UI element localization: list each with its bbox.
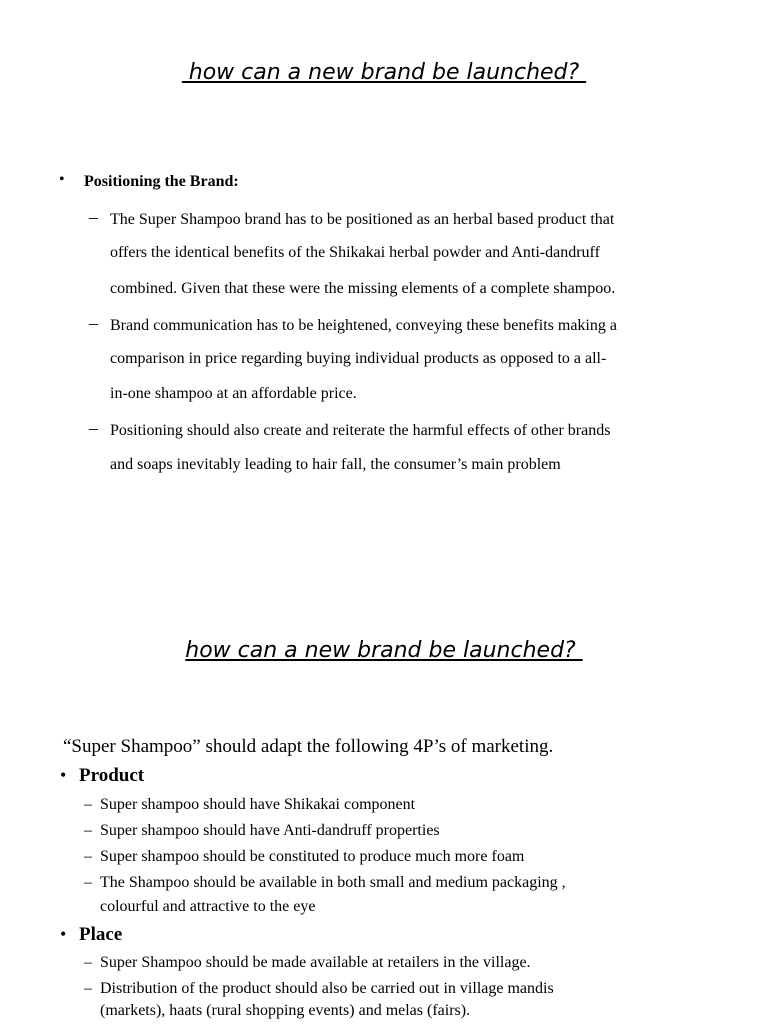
body-line: comparison in price regarding buying individual products as opposed to a all- (110, 350, 607, 367)
body-line: colourful and attractive to the eye (100, 898, 316, 915)
body-line: Super shampoo should have Anti-dandruff properties (100, 822, 440, 839)
body-line: in-one shampoo at an affordable price. (110, 385, 357, 402)
body-line: Distribution of the product should also be carried out in village mandis (100, 980, 554, 997)
slide-title: how can a new brand be launched? (181, 60, 587, 85)
body-line: Super shampoo should have Shikakai component (100, 796, 416, 813)
bullet-dot: • (59, 171, 65, 188)
bullet-heading-positioning: Positioning the Brand: (84, 173, 239, 190)
body-line: The Super Shampoo brand has to be positioned as an herbal based product that (110, 211, 615, 228)
body-line: Super shampoo should be constituted to produce much more foam (100, 848, 525, 865)
sub-bullet-dash: – (84, 796, 92, 813)
slide-4ps (0, 560, 768, 1024)
sub-bullet-dash: – (84, 874, 92, 891)
body-line: Super Shampoo should be made available at retailers in the village. (100, 954, 531, 971)
bullet-dot: • (60, 924, 67, 944)
sub-bullet-dash: – (89, 313, 98, 333)
sub-bullet-dash: – (84, 848, 92, 865)
body-line: (markets), haats (rural shopping events) and melas (fairs). (100, 1002, 471, 1019)
sub-bullet-dash: – (89, 207, 98, 227)
body-line: Brand communication has to be heightened, conveying these benefits making a (110, 317, 617, 334)
sub-bullet-dash: – (84, 980, 92, 997)
bullet-heading-place: Place (79, 924, 123, 945)
body-line: and soaps inevitably leading to hair fall, the consumer’s main problem (110, 456, 561, 473)
body-line: offers the identical benefits of the Shikakai herbal powder and Anti-dandruff (110, 244, 600, 261)
body-line: combined. Given that these were the missing elements of a complete shampoo. (110, 280, 616, 297)
bullet-dot: • (60, 765, 67, 785)
body-line: The Shampoo should be available in both small and medium packaging , (100, 874, 566, 891)
sub-bullet-dash: – (84, 954, 92, 971)
sub-bullet-dash: – (84, 822, 92, 839)
sub-bullet-dash: – (89, 418, 98, 438)
bullet-heading-product: Product (79, 765, 145, 786)
slide-title: how can a new brand be launched? (185, 638, 583, 663)
intro-text: “Super Shampoo” should adapt the following 4P’s of marketing. (63, 736, 554, 757)
body-line: Positioning should also create and reiterate the harmful effects of other brands (110, 422, 611, 439)
